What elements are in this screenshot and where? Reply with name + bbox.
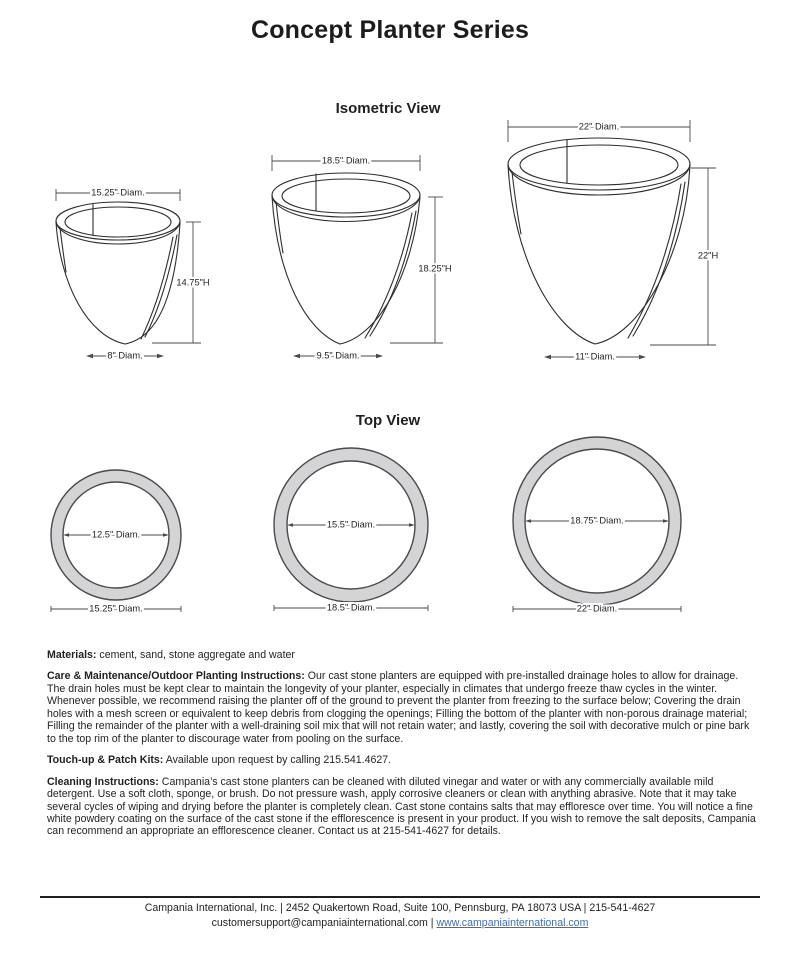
cleaning-text: Campania’s cast stone planters can be cleaned with diluted vinegar and water or with any commercially available mild detergent. Use a soft cloth, sponge, or brush. Do not pressure wash, apply corrosive cleaners or clean with anything abrasive. Note that it may take several cycles of wiping and drying before the planter is completely clean. Cast stone contains salts that may effloresce over time. You will notice a fine white powdery coating on the surface of the cast stone if the efflorescence is present in your product. If you wish to remove the salt deposits, Campania can recommend an appropriate an efflorescence cleaner. Contact us at 215-541-4627 for details.	[47, 775, 756, 838]
materials-paragraph	[47, 649, 756, 661]
dim-label-top-diam: 22" Diam.	[578, 121, 620, 132]
touchup-label: Touch-up & Patch Kits:	[47, 754, 164, 767]
footer-contact-line	[40, 916, 760, 931]
dim-label-bottom-diam: 11" Diam.	[575, 351, 615, 362]
dim-label-top-diam: 18.5" Diam.	[321, 155, 371, 166]
isometric-view-heading: Isometric View	[335, 100, 441, 117]
dim-label-height: 22"H	[697, 250, 719, 261]
planter-large-isometric-drawing	[495, 112, 755, 368]
planter-medium-top-view-drawing	[256, 440, 446, 618]
care-maintenance-paragraph	[47, 670, 756, 745]
care-maintenance-text: Our cast stone planters are equipped with pre-installed drainage holes to allow for drainage. The drain holes must be kept clear to maintain the longevity of your planter, especially in climates that undergo freeze thaw cycles in the winter. Whenever possible, we recommend raising the planter off of the ground to prevent the planter from freezing to the surface below; Covering the drain holes with a mesh screen or equivalent to keep debris from clogging the openings; Filling the bottom of the planter with non-porous drainage material; Filling the remainder of the planter with a well-draining soil mix that will not retain water; and lastly, covering the soil with decorative mulch or pine bark to the top rim of the planter to discourage water from pooling on the surface.	[47, 670, 750, 745]
cleaning-label: Cleaning Instructions:	[47, 775, 159, 788]
footer-email: customersupport@campaniainternational.com	[211, 917, 428, 929]
dim-label-outer-diam: 22" Diam.	[576, 603, 618, 614]
dim-label-inner-diam: 18.75" Diam.	[570, 515, 624, 526]
planter-small-top-view-drawing	[38, 456, 202, 618]
care-maintenance-label: Care & Maintenance/Outdoor Planting Instructions:	[47, 670, 305, 683]
planter-small-isometric-drawing	[40, 180, 250, 372]
dim-label-top-diam: 15.25" Diam.	[91, 187, 145, 198]
cleaning-paragraph	[47, 776, 756, 838]
planter-outline	[56, 202, 180, 344]
touchup-paragraph	[47, 754, 756, 766]
materials-text: cement, sand, stone aggregate and water	[96, 649, 295, 661]
planter-large-top-view-drawing	[495, 426, 700, 619]
instructions-text-block	[47, 649, 756, 847]
dim-label-outer-diam: 15.25" Diam.	[89, 603, 143, 614]
planter-outline	[272, 173, 420, 344]
footer	[40, 896, 760, 931]
dim-label-outer-diam: 18.5" Diam.	[326, 602, 376, 613]
dim-label-height: 18.25"H	[418, 263, 452, 274]
materials-label: Materials:	[47, 649, 97, 661]
page-title: Concept Planter Series	[250, 16, 530, 44]
touchup-text: Available upon request by calling 215.541.4627.	[163, 754, 392, 767]
footer-website-link[interactable]: www.campaniainternational.com	[436, 917, 589, 929]
footer-company-line: Campania International, Inc. | 2452 Quakertown Road, Suite 100, Pennsburg, PA 18073 USA | 215-541-4627	[144, 902, 656, 914]
footer-separator: |	[427, 917, 437, 929]
dim-label-bottom-diam: 8" Diam.	[107, 350, 143, 361]
dim-label-height: 14.75"H	[176, 277, 210, 288]
planter-medium-isometric-drawing	[255, 145, 490, 373]
dim-label-inner-diam: 15.5" Diam.	[326, 519, 376, 530]
dim-label-inner-diam: 12.5" Diam.	[91, 529, 141, 540]
planter-outline	[508, 138, 690, 344]
dim-label-bottom-diam: 9.5" Diam.	[316, 350, 360, 361]
top-view-heading: Top View	[355, 412, 421, 429]
